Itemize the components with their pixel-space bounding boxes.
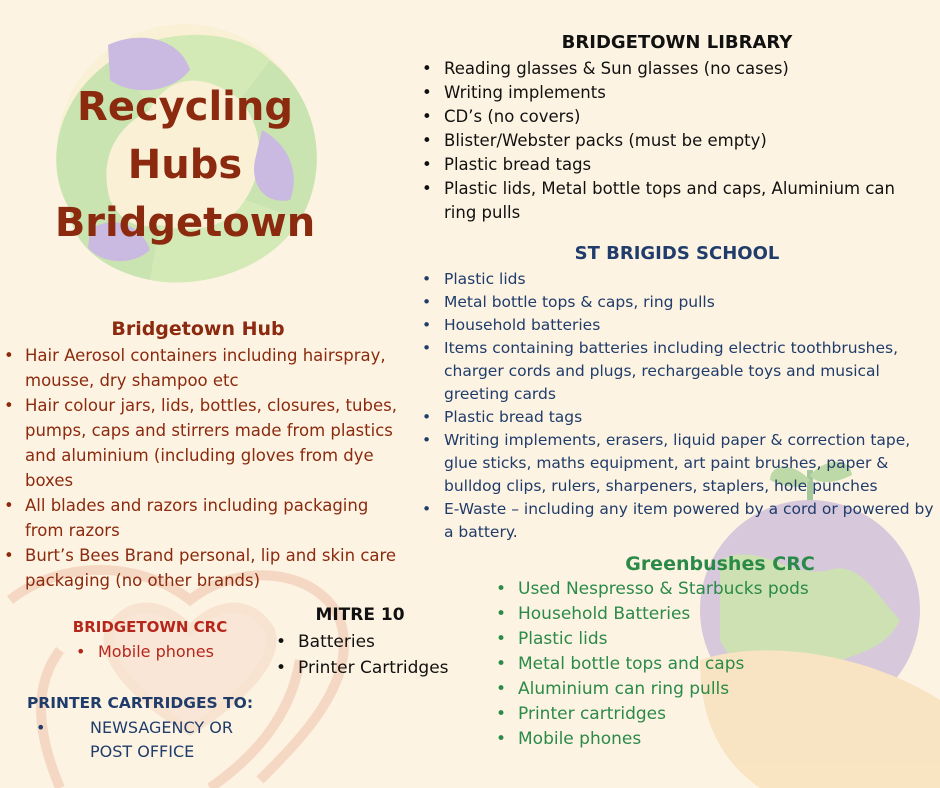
list-item: • Aluminium can ring pulls xyxy=(490,677,850,702)
list-item: • Reading glasses & Sun glasses (no cases) xyxy=(416,57,926,81)
greenbushes-heading: Greenbushes CRC xyxy=(625,553,815,575)
crc-heading: BRIDGETOWN CRC xyxy=(72,618,228,636)
list-item: • Printer Cartridges xyxy=(270,655,470,681)
list-item: • Writing implements, erasers, liquid paper & correction tape, glue sticks, maths equipment, art paint brushes, paper & bulldog clips, rulers, sharpeners, staplers, hole punches xyxy=(416,429,938,498)
mitre10-heading: MITRE 10 xyxy=(315,605,405,625)
list-item: • E-Waste – including any item powered by a cord or powered by a battery. xyxy=(416,498,938,544)
list-item: • Plastic bread tags xyxy=(416,153,926,177)
st-brigids-heading: ST BRIGIDS SCHOOL xyxy=(574,243,780,264)
list-item: • Plastic lids, Metal bottle tops and caps, Aluminium can ring pulls xyxy=(416,177,926,225)
list-item: • Burt’s Bees Brand personal, lip and skin care packaging (no other brands) xyxy=(0,543,404,593)
list-item: • Mobile phones xyxy=(490,727,850,752)
title-line-2: Hubs xyxy=(127,142,243,188)
list-item: • Batteries xyxy=(270,629,470,655)
greenbushes-list xyxy=(490,577,850,752)
library-list xyxy=(416,57,926,225)
list-item: • Household batteries xyxy=(416,314,938,337)
list-item: • Metal bottle tops & caps, ring pulls xyxy=(416,291,938,314)
list-item: • NEWSAGENCY OR POST OFFICE xyxy=(36,716,276,764)
page-title xyxy=(40,78,330,252)
list-item: • Hair colour jars, lids, bottles, closures, tubes, pumps, caps and stirrers made from plastics and aluminium (including gloves from dye boxes xyxy=(0,393,404,493)
list-item: • Plastic bread tags xyxy=(416,406,938,429)
list-item: • Printer cartridges xyxy=(490,702,850,727)
list-item: • CD’s (no covers) xyxy=(416,105,926,129)
list-item: • Used Nespresso & Starbucks pods xyxy=(490,577,850,602)
list-item: • Blister/Webster packs (must be empty) xyxy=(416,129,926,153)
list-item: • Plastic lids xyxy=(416,268,938,291)
printer-list xyxy=(36,716,276,764)
title-line-3: Bridgetown xyxy=(54,200,316,246)
list-item: • All blades and razors including packaging from razors xyxy=(0,493,404,543)
list-item: • Mobile phones xyxy=(70,641,270,663)
list-item: • Writing implements xyxy=(416,81,926,105)
crc-list xyxy=(70,641,270,663)
list-item: • Items containing batteries including electric toothbrushes, charger cords and plugs, rechargeable toys and musical greeting cards xyxy=(416,337,938,406)
library-heading: BRIDGETOWN LIBRARY xyxy=(561,32,793,53)
mitre10-list xyxy=(270,629,470,681)
printer-heading: PRINTER CARTRIDGES TO: xyxy=(26,694,254,712)
hub-heading: Bridgetown Hub xyxy=(111,318,285,340)
hub-list xyxy=(0,343,404,593)
list-item: • Metal bottle tops and caps xyxy=(490,652,850,677)
title-line-1: Recycling xyxy=(77,84,293,130)
list-item: • Plastic lids xyxy=(490,627,850,652)
list-item: • Household Batteries xyxy=(490,602,850,627)
list-item: • Hair Aerosol containers including hairspray, mousse, dry shampoo etc xyxy=(0,343,404,393)
st-brigids-list xyxy=(416,268,938,544)
